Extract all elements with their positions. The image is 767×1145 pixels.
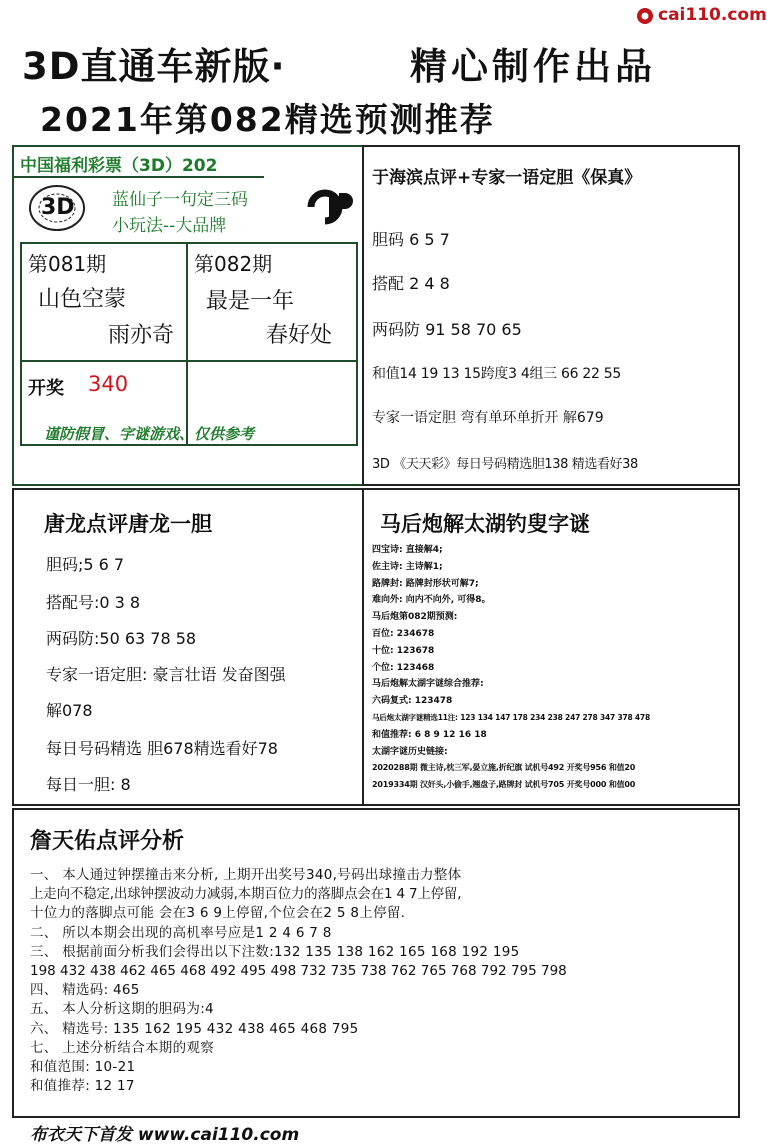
- header-title-left: 3D直通车新版·: [22, 45, 286, 88]
- zhan-line: 三、 根据前面分析我们会得出以下注数:132 135 138 162 165 168 192 195: [30, 943, 520, 960]
- tang-panel: [12, 488, 364, 806]
- ma-line: 和值推荐: 6 8 9 12 16 18: [372, 729, 487, 740]
- zhan-line: 五、 本人分析这期的胆码为:4: [30, 1001, 214, 1018]
- yu-line: 搭配 2 4 8: [372, 274, 450, 293]
- zhan-lines: [30, 866, 730, 1096]
- zhan-line: 一、 本人通过钟摆撞击来分析, 上期开出奖号340,号码出球撞击力整体: [30, 867, 462, 883]
- lottery-box: [12, 145, 364, 486]
- prev-period: 第081期: [28, 252, 107, 276]
- ma-line: 佐主诗: 主诗解1;: [372, 561, 443, 572]
- ma-line: 四宝诗: 直接解4;: [372, 545, 443, 555]
- zhan-line: 二、 所以本期会出现的高机率号应是1 2 4 6 7 8: [30, 924, 332, 941]
- lottery-title: 中国福利彩票（3D）202: [20, 156, 218, 176]
- zhan-line: 四、 精选码: 465: [30, 982, 140, 999]
- ma-line: 六码复式: 123478: [372, 696, 453, 707]
- zhan-line: 上走向不稳定,出球钟摆波动力减弱,本期百位力的落脚点会在1 4 7上停留,: [30, 886, 462, 903]
- ma-line: 2020288期 微主诗,枕三军,晏立施,折纪旗 试机号492 开奖号956 和值20: [372, 763, 636, 773]
- yu-line: 3D 《天天彩》每日号码精选胆138 精选看好38: [372, 457, 638, 472]
- ma-lines: [372, 542, 732, 794]
- tang-line: 每日一胆: 8: [46, 775, 131, 794]
- lottery-title-rule: [14, 176, 264, 178]
- riddle-table: [20, 242, 358, 446]
- lottery-3d-logo: [28, 183, 86, 233]
- tang-line: 胆码;5 6 7: [46, 555, 125, 574]
- yu-line: 专家一语定胆 弯有单环单折开 解679: [372, 410, 604, 426]
- yu-line: 胆码 6 5 7: [372, 230, 450, 249]
- zhan-line: 六、 精选号: 135 162 195 432 438 465 468 795: [30, 1020, 359, 1037]
- ma-panel: [362, 488, 740, 806]
- header-title-right: 精心制作出品: [410, 45, 656, 88]
- tang-panel-title: 唐龙点评唐龙一胆: [44, 512, 212, 536]
- cur-riddle-2: 春好处: [266, 323, 333, 348]
- yu-line: 两码防 91 58 70 65: [372, 320, 522, 339]
- tang-line: 解078: [46, 701, 93, 720]
- cur-riddle-1: 最是一年: [206, 289, 295, 314]
- yu-panel-title: 于海滨点评+专家一语定胆《保真》: [372, 168, 642, 188]
- ma-line: 路牌封: 路牌封形状可解7;: [372, 578, 479, 589]
- site-tag: [632, 0, 767, 32]
- yu-line: 和值14 19 13 15跨度3 4组三 66 22 55: [372, 366, 621, 382]
- disclaimer: 谨防假冒、字谜游戏、仅供参考: [44, 425, 255, 443]
- zhan-line: 和值推荐: 12 17: [30, 1078, 135, 1095]
- tang-line: 搭配号:0 3 8: [46, 593, 141, 612]
- slogan-2: 小玩法--大品牌: [112, 216, 227, 236]
- yu-panel: [362, 145, 740, 486]
- ma-line: 马后炮太湖字谜精选11注: 123 134 147 178 234 238 247 278 347 378 478: [372, 712, 650, 722]
- footer-text[interactable]: 布衣天下首发 www.cai110.com: [30, 1125, 300, 1145]
- ma-line: 百位: 234678: [372, 628, 435, 639]
- zhan-line: 十位力的落脚点可能 会在3 6 9上停留,个位会在2 5 8上停留.: [30, 905, 406, 922]
- ma-line: 难向外: 向内不向外, 可得8。: [372, 595, 491, 606]
- header-subtitle: 2021年第082精选预测推荐: [40, 100, 495, 139]
- zhan-line: 198 432 438 462 465 468 492 495 498 732 735 738 762 765 768 792 795 798: [30, 963, 567, 980]
- lottery-brand-icon: [304, 187, 356, 227]
- ma-line: 个位: 123468: [372, 662, 435, 673]
- 3d-logo-text: 3D: [41, 195, 75, 220]
- tang-line: 专家一语定胆: 豪言壮语 发奋图强: [46, 665, 286, 684]
- ma-panel-title: 马后炮解太湖钓叟字谜: [380, 512, 590, 536]
- ma-line: 马后炮第082期预测:: [372, 612, 458, 623]
- ma-line: 马后炮解太湖字谜综合推荐:: [372, 679, 484, 690]
- brand-logo-icon: [636, 7, 654, 25]
- zhan-line: 和值范围: 10-21: [30, 1059, 136, 1076]
- cur-period: 第082期: [194, 252, 273, 276]
- ma-line: 十位: 123678: [372, 645, 435, 656]
- draw-label: 开奖: [28, 378, 64, 399]
- tang-line: 每日号码精选 胆678精选看好78: [46, 739, 278, 758]
- zhan-line: 七、 上述分析结合本期的观察: [30, 1039, 214, 1056]
- site-domain[interactable]: cai110.com: [658, 5, 767, 25]
- draw-value: 340: [88, 372, 129, 396]
- zhan-panel-title: 詹天佑点评分析: [30, 829, 185, 854]
- prev-riddle-1: 山色空蒙: [38, 287, 127, 312]
- zhan-panel: [12, 808, 740, 1118]
- slogan-1: 蓝仙子一句定三码: [112, 190, 248, 210]
- ma-line: 太湖字谜历史链接:: [372, 746, 448, 757]
- ma-line: 2019334期 汉奸头,小偷手,翘盘子,路牌封 试机号705 开奖号000 和值00: [372, 780, 636, 790]
- tang-line: 两码防:50 63 78 58: [46, 629, 197, 648]
- prev-riddle-2: 雨亦奇: [108, 323, 175, 348]
